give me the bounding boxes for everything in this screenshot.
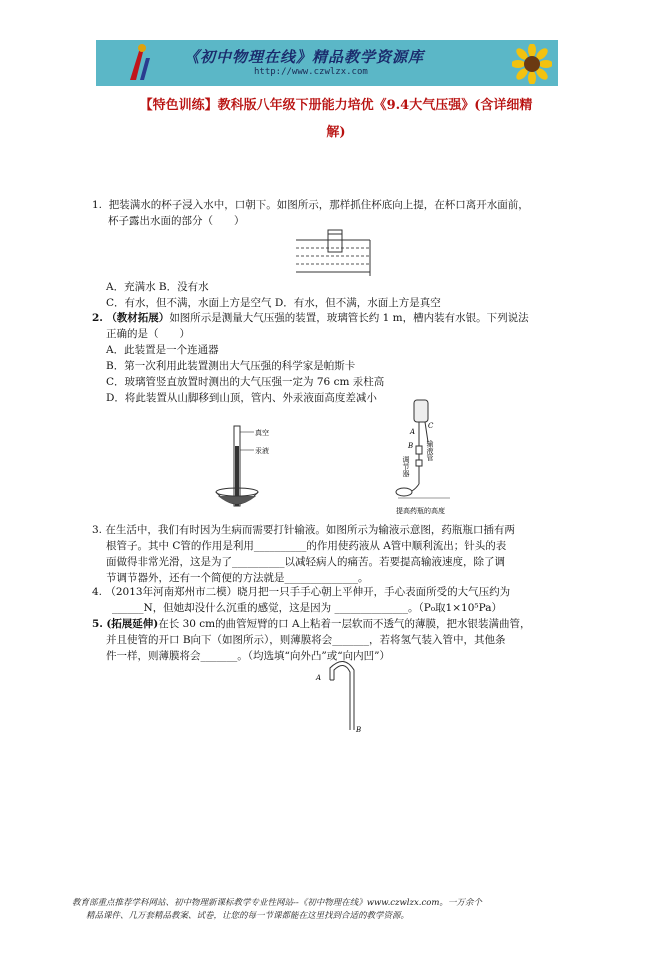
infusion-label-a: A xyxy=(410,428,416,436)
infusion-caption: 提高药瓶的高度 xyxy=(396,507,445,515)
banner-title: 《初中物理在线》精品教学资源库 xyxy=(184,48,425,66)
q1-option-ab: A．充满水 B．没有水 xyxy=(106,281,209,293)
q2-option-c: C．玻璃管竖直放置时测出的大气压强一定为 76 cm 汞柱高 xyxy=(106,376,385,388)
infusion-label-tube: 输液管 xyxy=(426,440,434,461)
q1-cup-figure xyxy=(290,228,376,278)
q5-number: 5. xyxy=(92,618,103,630)
question-2 xyxy=(92,310,572,406)
banner-url[interactable]: http://www.czwlzx.com xyxy=(254,67,368,77)
q4-number: 4. xyxy=(92,586,103,598)
bent-tube-figure xyxy=(310,660,370,736)
infusion-label-b: B xyxy=(408,442,414,450)
barometer-label-vacuum: 真空 xyxy=(255,429,269,437)
title-line-2: 解) xyxy=(326,125,346,140)
page-footer xyxy=(72,897,592,923)
title-line-1: 【特色训练】教科版八年级下册能力培优《9.4大气压强》(含详细精 xyxy=(139,98,533,113)
q2-option-b: B．第一次利用此装置测出大气压强的科学家是帕斯卡 xyxy=(106,360,356,372)
q5-text-1: 在长 30 cm的曲管短臂的口 A上粘着一层软而不透气的薄膜，把水银装满曲管， xyxy=(158,618,531,630)
q5-text-2: 并且使管的开口 B向下（如图所示），则薄膜将会_______，若将氢气装入管中，其他条 xyxy=(106,634,506,646)
infusion-figure xyxy=(390,398,470,518)
sunflower-icon xyxy=(512,44,552,84)
q5-tag: (拓展延伸) xyxy=(106,618,159,630)
q2-option-a: A．此装置是一个连通器 xyxy=(106,344,219,356)
question-4 xyxy=(92,584,572,616)
q1-text-1: 把装满水的杯子浸入水中，口朝下。如图所示，那样抓住杯底向上提，在杯口离开水面前， xyxy=(108,199,529,211)
question-5 xyxy=(92,616,572,664)
q3-text-2: 根管子。其中 C管的作用是利用__________的作用使药液从 A管中顺利流出；针头的表 xyxy=(106,540,507,552)
tube-label-a: A xyxy=(316,674,322,682)
q2-number: 2. xyxy=(92,312,103,324)
q4-text-1: （2013年河南郑州市二模）晓月把一只手手心朝上平伸开，手心表面所受的大气压约为 xyxy=(105,586,511,598)
q3-number: 3. xyxy=(92,524,103,536)
footer-line-2: 精品课件、几万套精品教案、试卷，让您的每一节课都能在这里找到合适的教学资源。 xyxy=(86,911,410,921)
q3-text-4: 节调节器外，还有一个简便的方法就是______________。 xyxy=(106,572,369,584)
q1-option-cd: C．有水，但不满，水面上方是空气 D．有水，但不满，水面上方是真空 xyxy=(106,297,441,309)
question-3 xyxy=(92,522,572,586)
q1-number: 1. xyxy=(92,199,103,211)
tube-label-b: B xyxy=(356,726,362,734)
question-1 xyxy=(92,197,572,229)
q2-tag: （教材拓展） xyxy=(106,312,170,324)
footer-line-1: 教育部重点推荐学科网站、初中物理新课标教学专业性网站--《初中物理在线》www.czwlzx.com。一万余个 xyxy=(72,898,482,908)
infusion-label-c: C xyxy=(428,422,434,430)
q3-text-3: 面做得非常光滑，这是为了__________以减轻病人的痛苦。若要提高输液速度，除了调 xyxy=(106,556,505,568)
q2-text-1: 如图所示是测量大气压强的装置，玻璃管长约 1 m，槽内装有水银。下列说法 xyxy=(169,312,529,324)
q3-text-1: 在生活中，我们有时因为生病而需要打针输液。如图所示为输液示意图，药瓶瓶口插有两 xyxy=(105,524,515,536)
header-banner xyxy=(96,40,558,86)
document-title xyxy=(86,92,586,146)
logo-icon xyxy=(126,42,152,82)
q4-text-2: ______N，但她却没什么沉重的感觉，这是因为 ______________。（P₀取1×10⁵Pa） xyxy=(112,602,502,614)
q1-text-2: 杯子露出水面的部分（ ） xyxy=(108,215,245,227)
barometer-figure xyxy=(212,422,282,518)
infusion-label-regulator: 调节器 xyxy=(402,456,410,477)
q1-options xyxy=(92,279,572,311)
q2-option-d: D．将此装置从山脚移到山顶，管内、外汞液面高度差减小 xyxy=(106,392,377,404)
barometer-label-mercury: 汞液 xyxy=(255,447,269,455)
q2-text-2: 正确的是（ ） xyxy=(106,328,190,340)
q5-text-3: 件一样，则薄膜将会_______。（均选填“向外凸”或“向内凹”） xyxy=(106,650,390,662)
